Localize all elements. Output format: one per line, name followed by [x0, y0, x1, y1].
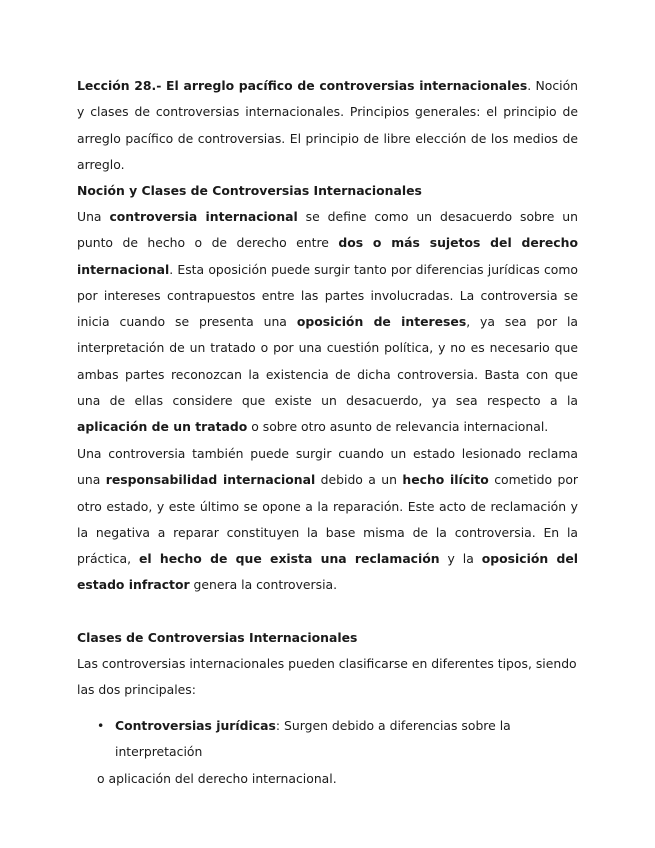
- text-span: genera la controversia.: [189, 577, 338, 593]
- bullet-icon: •: [97, 718, 105, 733]
- text-span: : Surgen debido a diferencias sobre la interpretación: [115, 718, 511, 760]
- lesson-intro-text: . Noción y clases de controversias internacionales. Principios generales: el principio de arreglo pacífico de controversias. El principio de libre elección de los medios de arreglo.: [77, 78, 579, 172]
- text-span: cometido por otro estado, y este último se opone a la reparación. Este acto de reclamación y la negativa a reparar constituyen la base misma de la controversia. En la práctica,: [77, 472, 578, 567]
- section-heading-nocion: Noción y Clases de Controversias Internacionales: [77, 183, 422, 198]
- section-heading-clases: Clases de Controversias Internacionales: [77, 630, 358, 645]
- paragraph-responsabilidad: [77, 441, 578, 599]
- lesson-title: Lección 28.- El arreglo pacífico de controversias internacionales: [77, 78, 528, 93]
- bullet-line: [97, 713, 578, 766]
- lesson-intro-paragraph: [77, 73, 578, 178]
- text-span: o sobre otro asunto de relevancia internacional.: [247, 419, 549, 435]
- text-span: . Esta oposición puede surgir tanto por diferencias jurídicas como por intereses contrapuestos entre las partes involucradas. La controversia se inicia cuando se presenta una: [77, 261, 578, 330]
- text-span: Una controversia también puede surgir cuando un estado lesionado reclama una: [77, 446, 578, 488]
- bold-term: Controversias jurídicas: [115, 718, 276, 733]
- text-span: y la: [439, 551, 482, 567]
- paragraph-clases-intro: Las controversias internacionales pueden clasificarse en diferentes tipos, siendo las dos principales:: [77, 656, 577, 698]
- bold-term: oposición del estado infractor: [77, 551, 579, 593]
- bullet-continuation: o aplicación del derecho internacional.: [97, 770, 337, 786]
- text-span: debido a un: [315, 472, 403, 488]
- bold-term: responsabilidad internacional: [105, 472, 316, 488]
- list-item: [97, 713, 578, 792]
- bold-term: oposición de intereses: [296, 314, 467, 330]
- text-span: se define como un desacuerdo sobre un punto de hecho o de derecho entre: [77, 209, 578, 251]
- bold-term: dos o más sujetos del derecho internacional: [77, 235, 578, 277]
- text-span: , ya sea por la interpretación de un tratado o por una cuestión política, y no es necesario que ambas partes reconozcan la existencia de dicha controversia. Basta con que una de ellas considere que existe un desacuerdo, ya sea respecto a la: [77, 314, 578, 409]
- text-span: Una: [77, 209, 110, 224]
- bold-term: hecho ilícito: [402, 472, 489, 488]
- bold-term: aplicación de un tratado: [77, 419, 248, 435]
- bold-term: el hecho de que exista una reclamación: [138, 551, 440, 567]
- bold-term: controversia internacional: [109, 209, 298, 224]
- paragraph-definicion: [77, 204, 578, 441]
